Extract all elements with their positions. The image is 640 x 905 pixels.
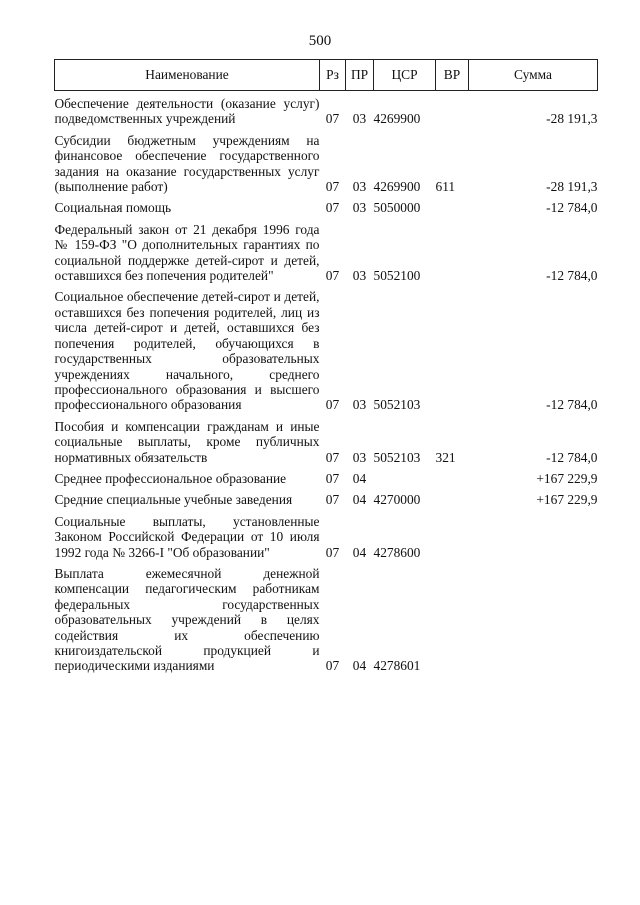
header-name: Наименование bbox=[55, 60, 320, 91]
row-csr: 5052103 bbox=[373, 397, 421, 413]
row-csr: 5052103 bbox=[373, 449, 421, 465]
row-sum bbox=[469, 508, 598, 560]
row-name: Федеральный закон от 21 декабря 1996 года № 159-ФЗ "О дополнительных гарантиях по социальной поддержке детей-сирот и детей, оставшихся без попечения родителей" bbox=[54, 221, 320, 284]
table-row bbox=[55, 283, 598, 412]
row-name: Социальные выплаты, установленные Законом Российской Федерации от 10 июля 1992 года № 3266-I "Об образовании" bbox=[54, 513, 320, 560]
row-sum: -28 191,3 bbox=[546, 111, 598, 127]
row-rz: 07 bbox=[325, 449, 340, 465]
row-vr bbox=[436, 91, 469, 127]
header-csr: ЦСР bbox=[374, 60, 436, 91]
row-name: Средние специальные учебные заведения bbox=[54, 492, 293, 508]
page-number: 500 bbox=[308, 33, 332, 49]
row-rz: 07 bbox=[325, 470, 340, 486]
row-pr: 04 bbox=[352, 544, 367, 560]
row-name: Субсидии бюджетным учреждениям на финансовое обеспечение государственного задания на оказание государственных услуг (выполнение работ) bbox=[54, 132, 320, 195]
row-sum: -12 784,0 bbox=[546, 449, 598, 465]
row-rz: 07 bbox=[325, 544, 340, 560]
table-header-row bbox=[55, 60, 598, 91]
row-vr bbox=[436, 465, 469, 486]
row-csr: 5052100 bbox=[373, 268, 421, 284]
row-csr: 4278601 bbox=[373, 658, 421, 674]
row-sum bbox=[469, 560, 598, 674]
table-row bbox=[55, 216, 598, 284]
row-rz: 07 bbox=[325, 111, 340, 127]
budget-table bbox=[54, 59, 598, 674]
row-pr: 03 bbox=[352, 397, 367, 413]
table-row bbox=[55, 508, 598, 560]
table-row bbox=[55, 194, 598, 215]
header-pr: ПР bbox=[346, 60, 374, 91]
row-name: Выплата ежемесячной денежной компенсации педагогическим работникам федеральных государственных образовательных учреждений в целях содействия их обеспечению книгоиздательской продукцией и периодическими изданиями bbox=[54, 565, 320, 674]
row-pr: 04 bbox=[352, 492, 367, 508]
row-csr: 4269900 bbox=[373, 111, 421, 127]
row-pr: 04 bbox=[352, 658, 367, 674]
row-name: Социальное обеспечение детей-сирот и детей, оставшихся без попечения родителей, лиц из числа детей-сирот и детей, оставшихся без попечения родителей, обучающихся в государственных образовательных учреждениях начального, среднего профессионального образования и высшего профессионального образования bbox=[54, 289, 320, 413]
header-rz: Рз bbox=[320, 60, 346, 91]
row-sum: -12 784,0 bbox=[546, 268, 598, 284]
row-pr: 03 bbox=[352, 200, 367, 216]
row-vr bbox=[436, 283, 469, 412]
row-sum: -28 191,3 bbox=[546, 179, 598, 195]
header-vr: ВР bbox=[436, 60, 469, 91]
row-name: Социальная помощь bbox=[54, 200, 172, 216]
row-pr: 03 bbox=[352, 179, 367, 195]
row-name: Среднее профессиональное образование bbox=[54, 470, 287, 486]
row-sum: +167 229,9 bbox=[536, 492, 598, 508]
row-rz: 07 bbox=[325, 179, 340, 195]
row-csr: 4269900 bbox=[373, 179, 421, 195]
row-rz: 07 bbox=[325, 397, 340, 413]
row-vr bbox=[436, 216, 469, 284]
row-pr: 03 bbox=[352, 268, 367, 284]
row-rz: 07 bbox=[325, 658, 340, 674]
row-name: Обеспечение деятельности (оказание услуг) подведомственных учреждений bbox=[54, 96, 320, 127]
row-sum: -12 784,0 bbox=[546, 397, 598, 413]
table-row bbox=[55, 413, 598, 465]
row-vr: 321 bbox=[435, 449, 456, 465]
row-csr: 5050000 bbox=[373, 200, 421, 216]
row-vr bbox=[436, 560, 469, 674]
row-rz: 07 bbox=[325, 200, 340, 216]
row-vr bbox=[436, 508, 469, 560]
table-row bbox=[55, 465, 598, 486]
row-sum: +167 229,9 bbox=[536, 470, 598, 486]
table-row bbox=[55, 91, 598, 127]
row-rz: 07 bbox=[325, 492, 340, 508]
row-csr bbox=[374, 465, 436, 486]
row-pr: 04 bbox=[352, 470, 367, 486]
table-row bbox=[55, 486, 598, 507]
row-csr: 4270000 bbox=[373, 492, 421, 508]
row-vr bbox=[436, 486, 469, 507]
row-pr: 03 bbox=[352, 449, 367, 465]
row-rz: 07 bbox=[325, 268, 340, 284]
header-sum: Сумма bbox=[469, 60, 598, 91]
row-vr: 611 bbox=[435, 179, 456, 195]
row-vr bbox=[436, 194, 469, 215]
row-pr: 03 bbox=[352, 111, 367, 127]
table-row bbox=[55, 560, 598, 674]
row-sum: -12 784,0 bbox=[546, 200, 598, 216]
row-csr: 4278600 bbox=[373, 544, 421, 560]
row-name: Пособия и компенсации гражданам и иные социальные выплаты, кроме публичных нормативных обязательств bbox=[54, 418, 320, 465]
table-row bbox=[55, 127, 598, 195]
